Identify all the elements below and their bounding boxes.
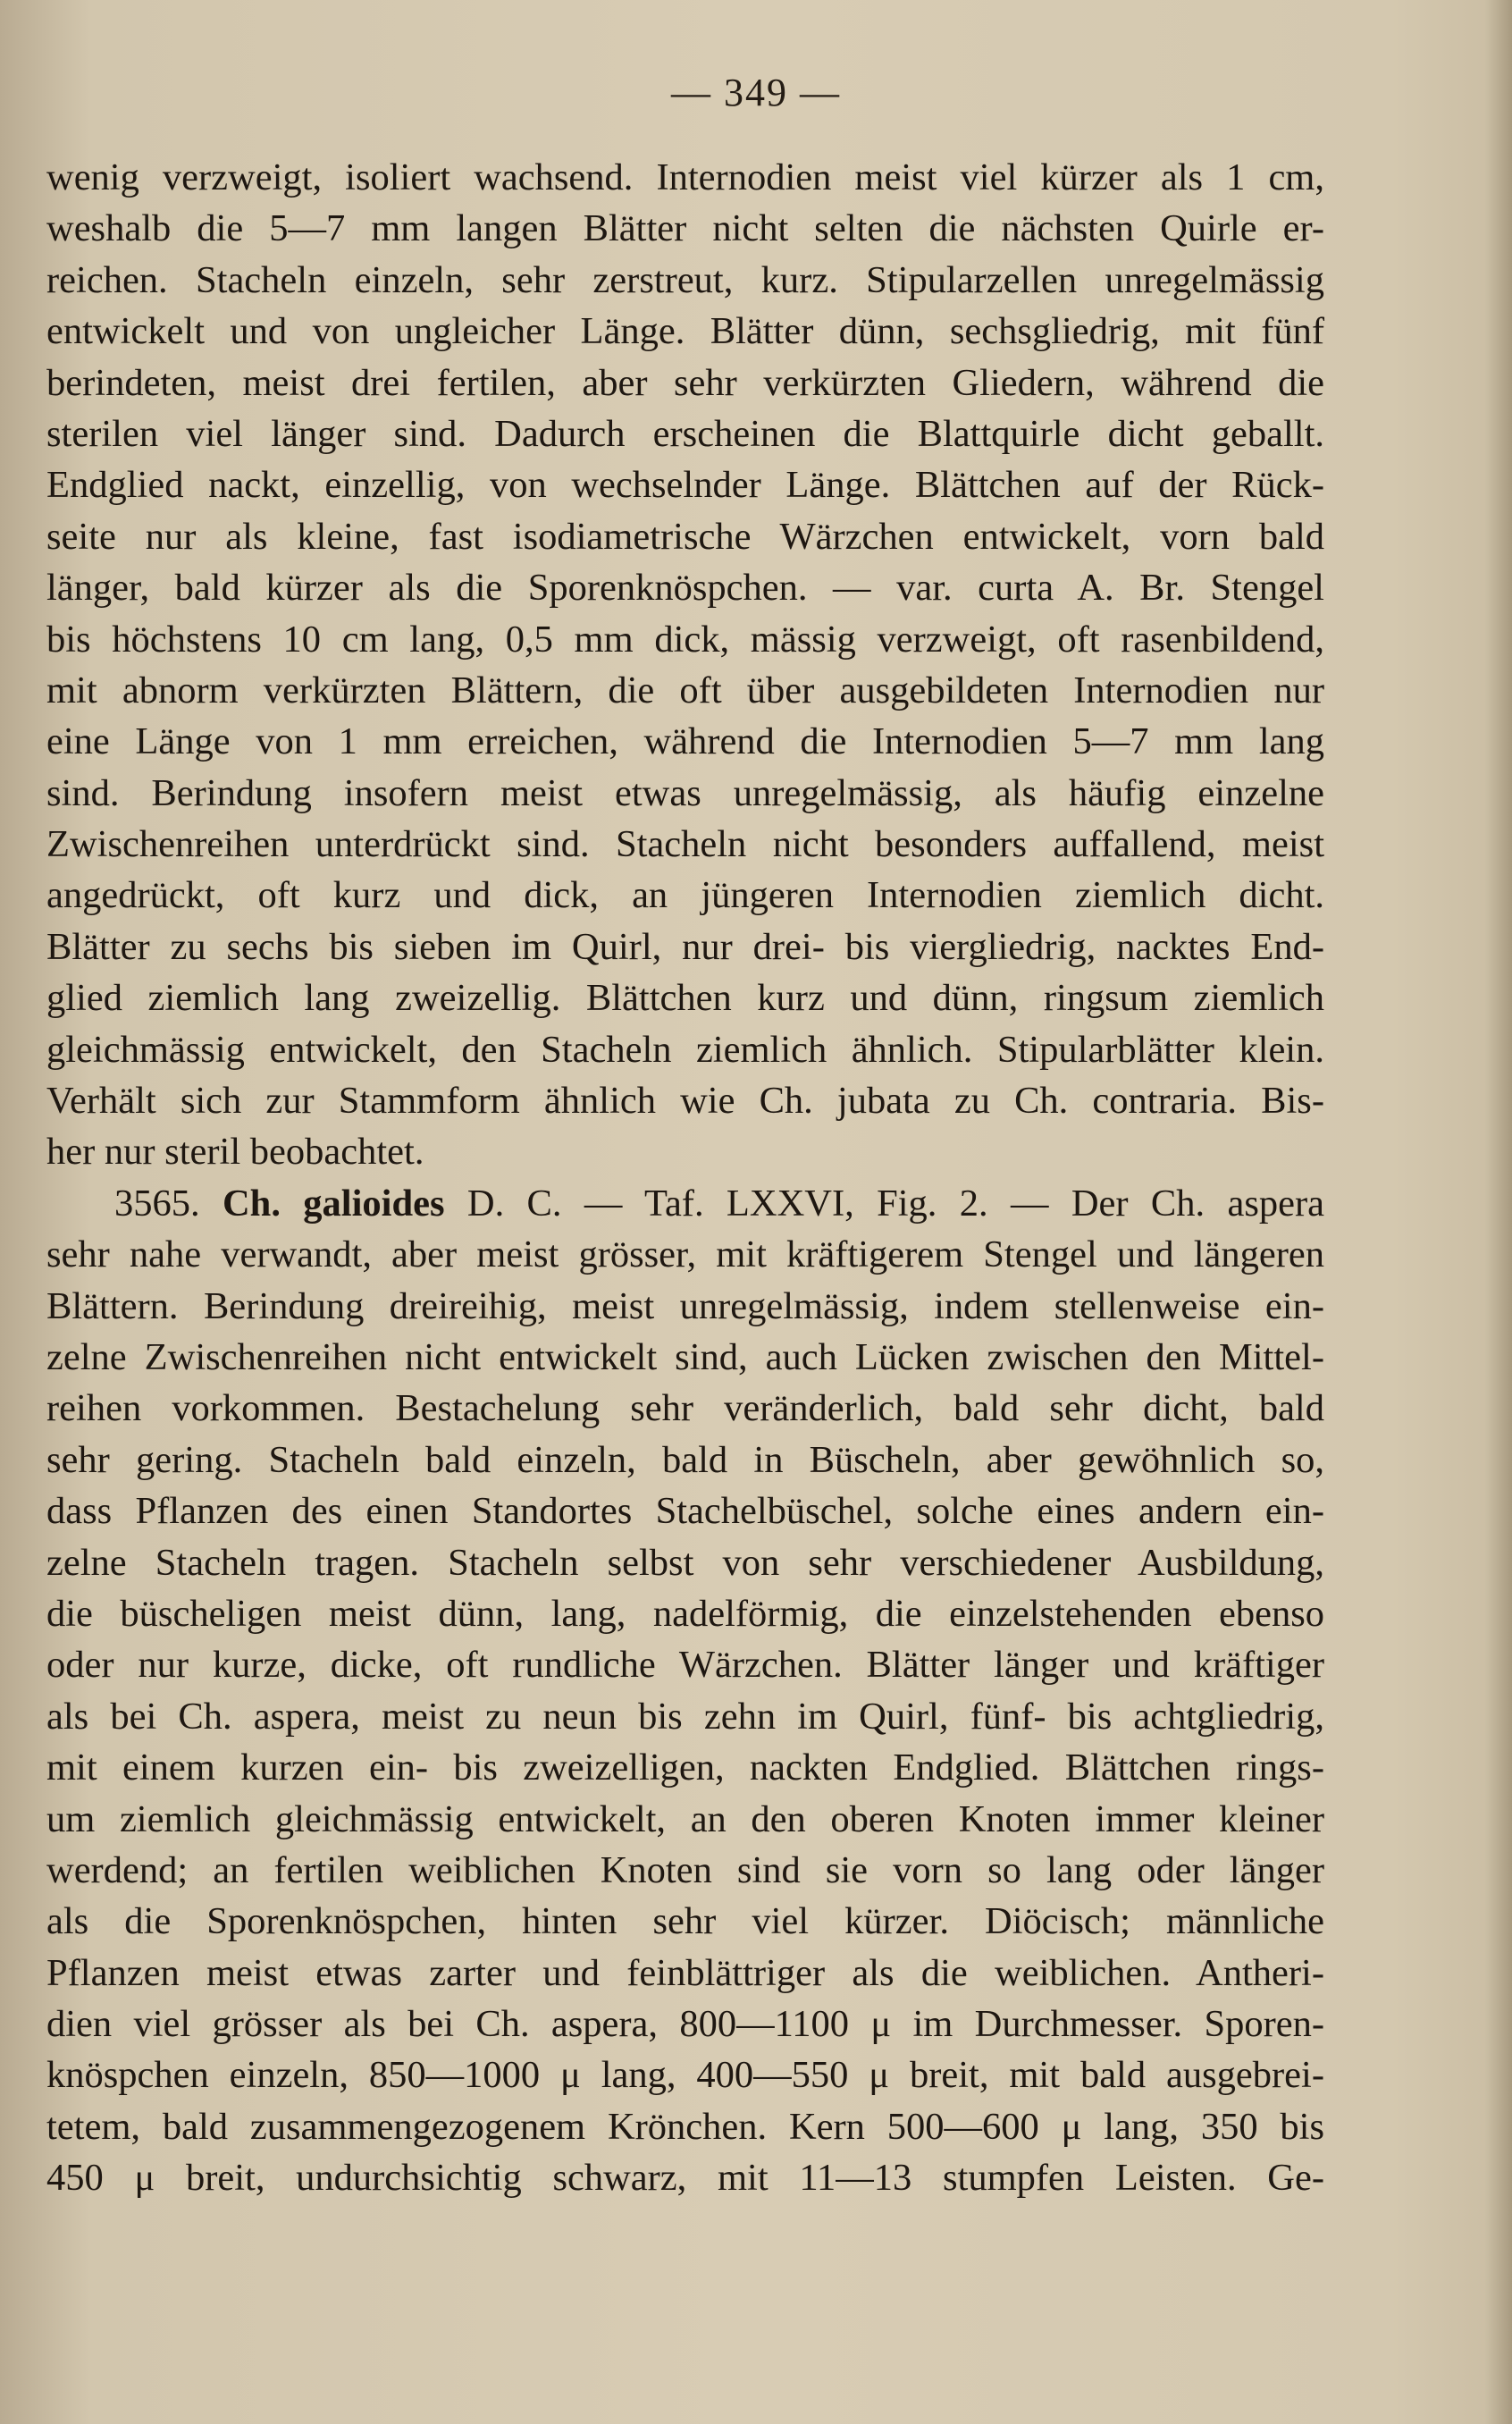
body-text: [46, 152, 1324, 2204]
text-line: Blätter zu sechs bis sieben im Quirl, nur drei- bis viergliedrig, nacktes End-: [46, 925, 1324, 968]
text-line: dien viel grösser als bei Ch. aspera, 800—1100 μ im Durchmesser. Sporen-: [46, 2003, 1324, 2046]
page-edge: [1485, 0, 1512, 2424]
text-line: zelne Zwischenreihen nicht entwickelt sind, auch Lücken zwischen den Mittel-: [46, 1335, 1324, 1378]
text-line: als die Sporenknöspchen, hinten sehr viel kürzer. Diöcisch; männliche: [46, 1900, 1324, 1943]
entry-heading-rest: D. C. — Taf. LXXVI, Fig. 2. — Der Ch. aspera: [466, 1182, 1325, 1225]
text-line: 450 μ breit, undurchsichtig schwarz, mit 11—13 stumpfen Leisten. Ge-: [46, 2157, 1324, 2200]
text-line: zelne Stacheln tragen. Stacheln selbst von sehr verschiedener Ausbildung,: [46, 1541, 1324, 1584]
text-line: gleichmässig entwickelt, den Stacheln ziemlich ähnlich. Stipularblätter klein.: [46, 1028, 1324, 1071]
text-line: eine Länge von 1 mm erreichen, während die Internodien 5—7 mm lang: [46, 720, 1324, 763]
text-line: glied ziemlich lang zweizellig. Blättchen kurz und dünn, ringsum ziemlich: [46, 977, 1324, 1020]
text-line: die büscheligen meist dünn, lang, nadelförmig, die einzelstehenden ebenso: [46, 1592, 1324, 1635]
text-line: bis höchstens 10 cm lang, 0,5 mm dick, mässig verzweigt, oft rasenbildend,: [46, 618, 1324, 661]
entry-3565: [46, 1178, 1324, 2204]
text-line: mit einem kurzen ein- bis zweizelligen, nackten Endglied. Blättchen rings-: [46, 1746, 1324, 1789]
text-line: reichen. Stacheln einzeln, sehr zerstreut, kurz. Stipularzellen unregelmässig: [46, 258, 1324, 301]
species-name: Ch. galioides: [222, 1182, 445, 1225]
entry-number: 3565.: [114, 1182, 200, 1225]
text-line: oder nur kurze, dicke, oft rundliche Wärzchen. Blätter länger und kräftiger: [46, 1644, 1324, 1687]
text-line: länger, bald kürzer als die Sporenknöspchen. — var. curta A. Br. Stengel: [46, 567, 1324, 610]
text-line: wenig verzweigt, isoliert wachsend. Internodien meist viel kürzer als 1 cm,: [46, 156, 1324, 198]
text-line: Blättern. Berindung dreireihig, meist unregelmässig, indem stellenweise ein-: [46, 1284, 1324, 1327]
text-line: entwickelt und von ungleicher Länge. Blätter dünn, sechsgliedrig, mit fünf: [46, 310, 1324, 353]
text-line: sterilen viel länger sind. Dadurch erscheinen die Blattquirle dicht geballt.: [46, 412, 1324, 455]
text-line: Verhält sich zur Stammform ähnlich wie Ch. jubata zu Ch. contraria. Bis-: [46, 1080, 1324, 1123]
text-line: als bei Ch. aspera, meist zu neun bis zehn im Quirl, fünf- bis achtgliedrig,: [46, 1695, 1324, 1738]
paragraph-var-curta: [46, 152, 1324, 1178]
text-line: sehr gering. Stacheln bald einzeln, bald in Büscheln, aber gewöhnlich so,: [46, 1438, 1324, 1481]
text-line: berindeten, meist drei fertilen, aber sehr verkürzten Gliedern, während die: [46, 361, 1324, 404]
text-line: werdend; an fertilen weiblichen Knoten sind sie vorn so lang oder länger: [46, 1848, 1324, 1891]
text-line: dass Pflanzen des einen Standortes Stachelbüschel, solche eines andern ein-: [46, 1490, 1324, 1533]
text-line: weshalb die 5—7 mm langen Blätter nicht selten die nächsten Quirle er-: [46, 207, 1324, 250]
text-line: tetem, bald zusammengezogenem Krönchen. Kern 500—600 μ lang, 350 bis: [46, 2105, 1324, 2148]
text-line: Endglied nackt, einzellig, von wechselnder Länge. Blättchen auf der Rück-: [46, 464, 1324, 507]
text-line: seite nur als kleine, fast isodiametrische Wärzchen entwickelt, vorn bald: [46, 515, 1324, 558]
page-number: — 349 —: [671, 71, 841, 114]
text-line: um ziemlich gleichmässig entwickelt, an den oberen Knoten immer kleiner: [46, 1797, 1324, 1840]
text-line: sind. Berindung insofern meist etwas unregelmässig, als häufig einzelne: [46, 771, 1324, 814]
text-line: her nur steril beobachtet.: [46, 1131, 424, 1174]
text-line: mit abnorm verkürzten Blättern, die oft über ausgebildeten Internodien nur: [46, 669, 1324, 711]
text-line: Zwischenreihen unterdrückt sind. Stacheln nicht besonders auffallend, meist: [46, 823, 1324, 866]
entry-heading-line: [46, 1178, 1324, 1229]
text-line: Pflanzen meist etwas zarter und feinblättriger als die weiblichen. Antheri-: [46, 1951, 1324, 1994]
text-line: reihen vorkommen. Bestachelung sehr veränderlich, bald sehr dicht, bald: [46, 1387, 1324, 1430]
text-line: knöspchen einzeln, 850—1000 μ lang, 400—550 μ breit, mit bald ausgebrei-: [46, 2054, 1324, 2097]
text-line: angedrückt, oft kurz und dick, an jüngeren Internodien ziemlich dicht.: [46, 874, 1324, 917]
text-line: sehr nahe verwandt, aber meist grösser, mit kräftigerem Stengel und längeren: [46, 1233, 1324, 1276]
